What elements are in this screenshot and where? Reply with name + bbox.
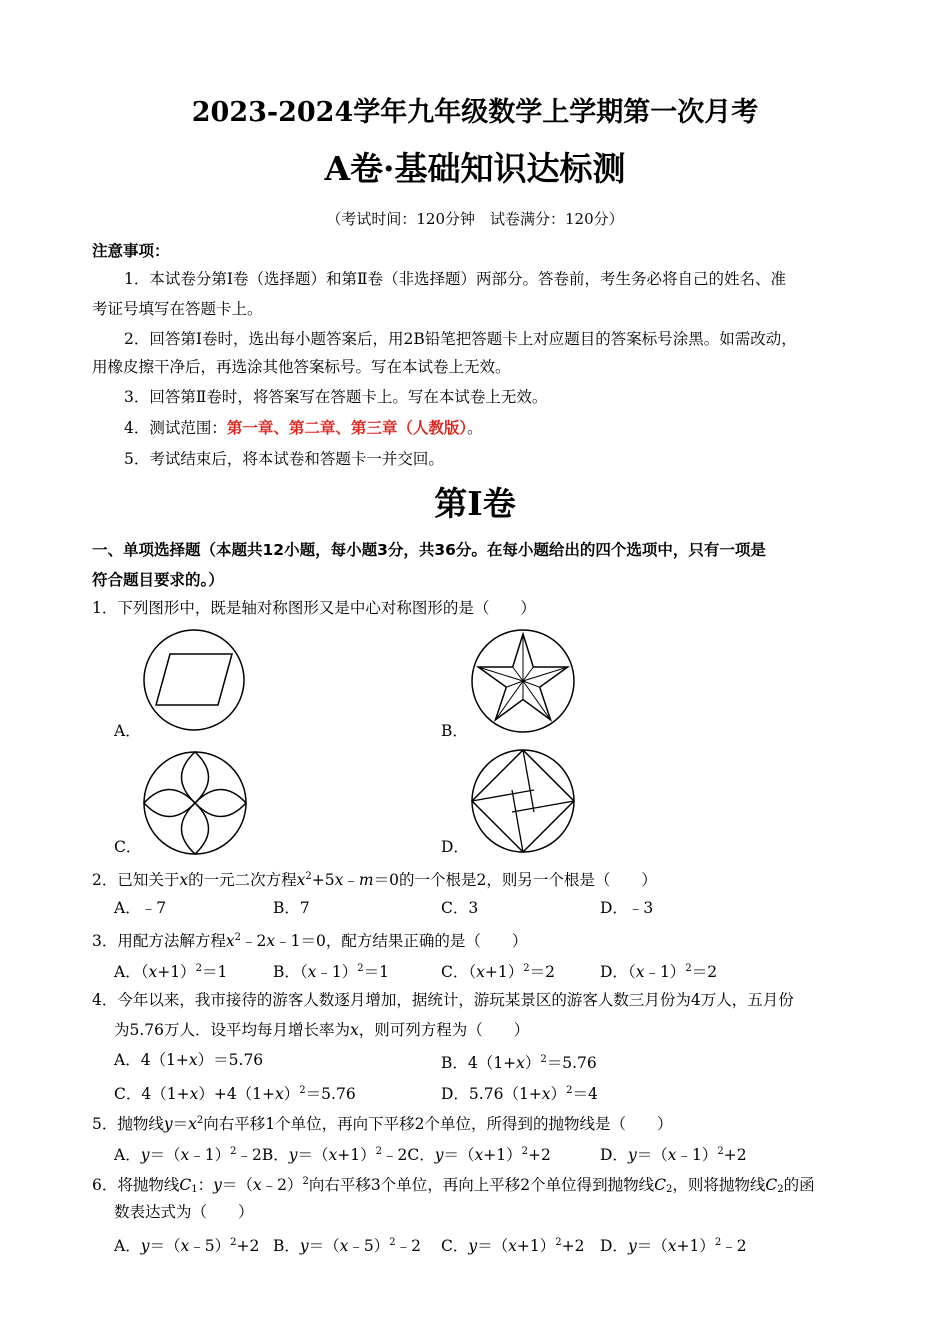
q5-option-c: C．$y=(x+1)^2+2$ bbox=[407, 1146, 551, 1164]
q1-label-b: B． bbox=[441, 722, 468, 740]
q1-label-a: A． bbox=[114, 722, 141, 740]
q1-figure-c bbox=[142, 750, 248, 856]
q1-figure-b bbox=[470, 628, 576, 734]
q4-option-d: D．$5.76(1+x)^2=4$ bbox=[441, 1085, 598, 1103]
q4-option-b: B．$4(1+x)^2=5.76$ bbox=[441, 1054, 597, 1072]
q3-option-b: B．（x﹣1）$^2$＝1 bbox=[273, 963, 390, 981]
section-heading-line2: 符合题目要求的。） bbox=[92, 571, 224, 589]
q1-label-d: D． bbox=[441, 838, 469, 856]
notice-item-4: 4．测试范围：第一章、第二章、第三章（人教版）。 bbox=[124, 418, 483, 437]
section-heading-line1: 一、单项选择题（本题共12小题，每小题3分，共36分。在每小题给出的四个选项中，只有一项是 bbox=[92, 541, 766, 559]
q2-stem: 2．已知关于x的一元二次方程$x^2+5x﹣m=0$的一个根是2，则另一个根是（ ） bbox=[92, 871, 657, 889]
notice-item-1b: 考证号填写在答题卡上。 bbox=[92, 300, 263, 318]
q6-stem-line1: 6．将抛物线$C_1$：y＝（x﹣2）$^2$向右平移3个单位，再向上平移2个单位得到抛物线$C_2$，则将抛物线$C_2$的函 bbox=[92, 1176, 815, 1195]
q5-option-a: A．y＝（x﹣1）$^2$﹣2 bbox=[114, 1146, 262, 1164]
q6-stem-line2: 数表达式为（ ） bbox=[114, 1203, 254, 1221]
exam-title: 2023-2024学年九年级数学上学期第一次月考 bbox=[191, 97, 759, 128]
test-range: 第一章、第二章、第三章（人教版） bbox=[226, 418, 468, 437]
q5-option-b: B．$y=(x+1)^2﹣2$ bbox=[261, 1146, 408, 1164]
q6-option-c: C．$y=(x+1)^2+2$ bbox=[441, 1237, 585, 1255]
q1-label-c: C． bbox=[114, 838, 142, 856]
notice-heading: 注意事项： bbox=[92, 241, 170, 260]
q2-option-b: B．7 bbox=[273, 899, 310, 917]
notice-item-2b: 用橡皮擦干净后，再选涂其他答案标号。写在本试卷上无效。 bbox=[92, 358, 511, 376]
q1-stem: 1．下列图形中，既是轴对称图形又是中心对称图形的是（ ） bbox=[92, 599, 536, 617]
q4-option-c: C．$4(1+x)+4(1+x)^2=5.76$ bbox=[114, 1085, 356, 1103]
q6-option-d: D．$y=(x+1)^2﹣2$ bbox=[600, 1237, 747, 1255]
q2-option-d: D．﹣3 bbox=[600, 899, 654, 917]
exam-subtitle: A卷·基础知识达标测 bbox=[324, 149, 626, 188]
q3-stem: 3．用配方法解方程$x^2﹣2x﹣1=0$，配方结果正确的是（ ） bbox=[92, 932, 528, 950]
volume-heading: 第Ⅰ卷 bbox=[434, 484, 516, 523]
q3-option-a: A．$(x+1)^2=1$ bbox=[114, 963, 228, 981]
q2-option-c: C．3 bbox=[441, 899, 479, 917]
q4-stem-line1: 4．今年以来，我市接待的游客人数逐月增加，据统计，游玩某景区的游客人数三月份为4万人，五月份 bbox=[92, 991, 794, 1009]
notice-item-3: 3．回答第Ⅱ卷时，将答案写在答题卡上。写在本试卷上无效。 bbox=[124, 388, 548, 406]
notice-item-5: 5．考试结束后，将本试卷和答题卡一并交回。 bbox=[124, 450, 444, 468]
q1-figure-d bbox=[470, 748, 576, 854]
q6-option-a: A．y＝（x﹣5）$^2$+2 bbox=[114, 1237, 260, 1255]
q6-option-b: B．y＝（x﹣5）$^2$﹣2 bbox=[273, 1237, 422, 1255]
q3-option-d: D．（x﹣1）$^2$＝2 bbox=[600, 963, 718, 981]
q5-stem: 5．抛物线$y=x^2$向右平移1个单位，再向下平移2个单位，所得到的抛物线是（ ） bbox=[92, 1115, 673, 1133]
q1-figure-a bbox=[142, 628, 246, 732]
q5-option-d: D．y＝（x﹣1）$^2$+2 bbox=[600, 1146, 747, 1164]
q3-option-c: C．$(x+1)^2=2$ bbox=[441, 963, 555, 981]
notice-item-1a: 1．本试卷分第Ⅰ卷（选择题）和第Ⅱ卷（非选择题）两部分。答卷前，考生务必将自己的姓名、准 bbox=[124, 270, 787, 288]
q5-options bbox=[114, 1141, 551, 1166]
notice-item-2a: 2．回答第Ⅰ卷时，选出每小题答案后，用2B铅笔把答题卡上对应题目的答案标号涂黑。如需改动， bbox=[124, 330, 797, 348]
q2-option-a: A．﹣7 bbox=[114, 899, 167, 917]
q4-option-a: A．4（1+x）＝5.76 bbox=[114, 1051, 264, 1069]
q4-stem-line2: 为5.76万人．设平均每月增长率为x，则可列方程为（ ） bbox=[114, 1021, 530, 1039]
exam-info: （考试时间：120分钟 试卷满分：120分） bbox=[326, 210, 624, 228]
